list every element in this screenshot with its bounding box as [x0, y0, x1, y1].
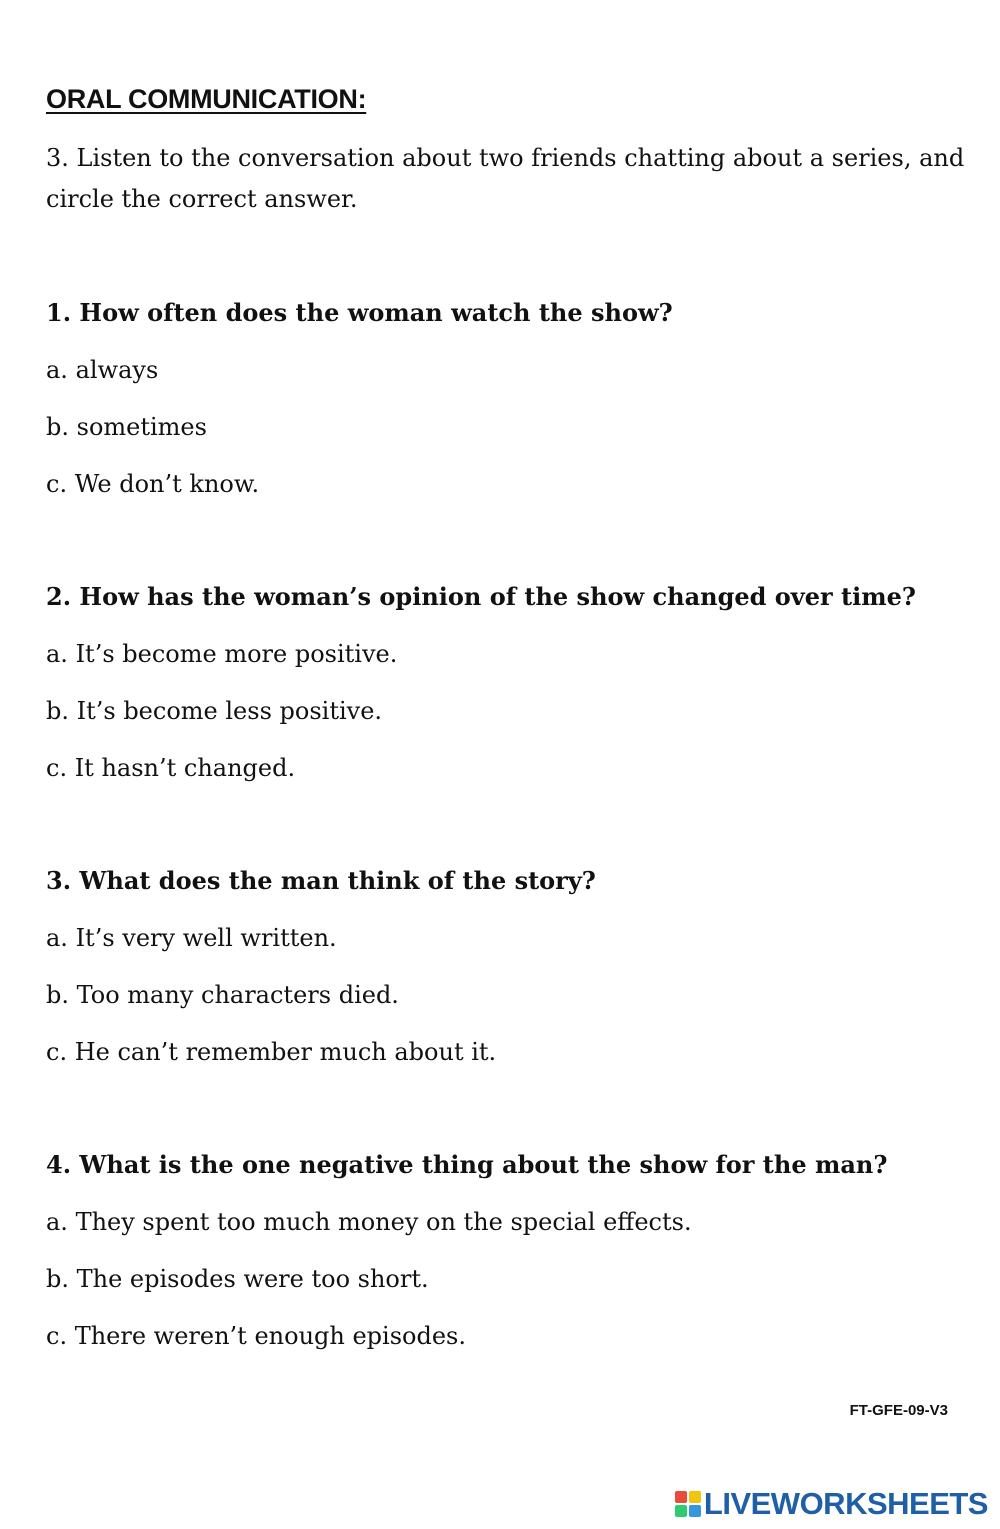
logo-square [689, 1505, 701, 1517]
answer-option[interactable]: b. The episodes were too short. [46, 1265, 429, 1293]
instructions-text: 3. Listen to the conversation about two friends chatting about a series, and circle the correct answer. [46, 144, 965, 213]
logo-square [689, 1491, 701, 1503]
answer-option[interactable]: a. It’s become more positive. [46, 640, 398, 668]
answer-option[interactable]: c. He can’t remember much about it. [46, 1038, 497, 1066]
answer-option[interactable]: a. It’s very well written. [46, 924, 337, 952]
answer-option[interactable]: b. It’s become less positive. [46, 697, 383, 725]
section-heading: ORAL COMMUNICATION: [46, 84, 367, 114]
question-block [46, 298, 976, 526]
question-text: 2. How has the woman’s opinion of the show changed over time? [46, 582, 916, 611]
logo-square [675, 1505, 687, 1517]
answer-option[interactable]: a. always [46, 356, 159, 384]
logo-text: LIVEWORKSHEETS [703, 1486, 988, 1521]
question-text: 3. What does the man think of the story? [46, 866, 596, 895]
answer-option[interactable]: b. sometimes [46, 413, 207, 441]
liveworksheets-logo-icon [675, 1491, 701, 1517]
liveworksheets-logo[interactable] [675, 1486, 988, 1522]
question-block [46, 582, 976, 810]
answer-option[interactable]: c. We don’t know. [46, 470, 260, 498]
question-block [46, 1150, 976, 1378]
question-text: 1. How often does the woman watch the show? [46, 298, 673, 327]
answer-option[interactable]: b. Too many characters died. [46, 981, 399, 1009]
logo-square [675, 1491, 687, 1503]
answer-option[interactable]: c. It hasn’t changed. [46, 754, 296, 782]
answer-option[interactable]: a. They spent too much money on the special effects. [46, 1208, 692, 1236]
answer-option[interactable]: c. There weren’t enough episodes. [46, 1322, 466, 1350]
question-text: 4. What is the one negative thing about the show for the man? [46, 1150, 888, 1179]
question-block [46, 866, 976, 1094]
worksheet-code: FT-GFE-09-V3 [849, 1402, 948, 1419]
